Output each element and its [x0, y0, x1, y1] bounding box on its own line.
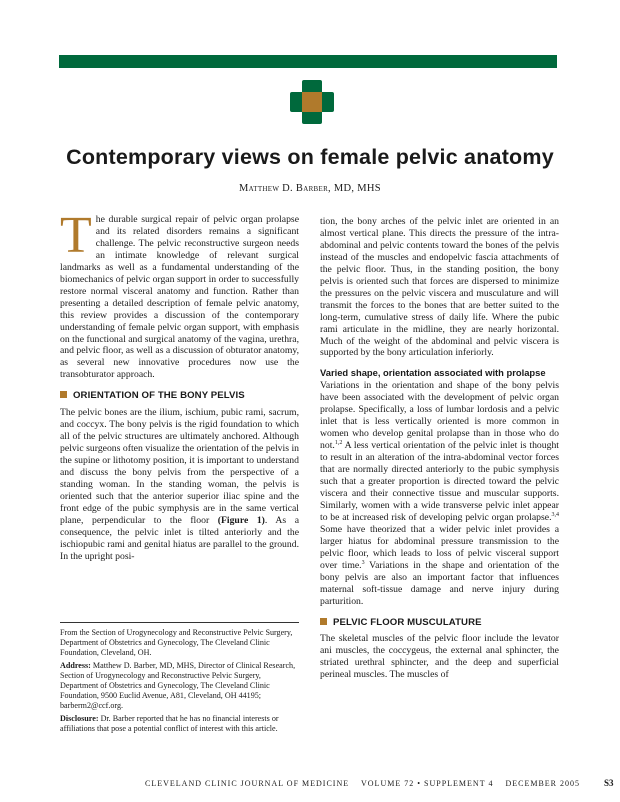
affiliation-note: From the Section of Urogynecology and Reconstructive Pelvic Surgery, Department of Obstetrics and Gynecology, The Cleveland Clinic Foundation, Cleveland, OH. — [60, 628, 293, 657]
reference-superscript: 3,4 — [551, 511, 559, 518]
header-color-bar — [59, 55, 557, 68]
address-note: Address: Matthew D. Barber, MD, MHS, Director of Clinical Research, Section of Urogynecology and Reconstructive Pelvic Surgery, Department of Obstetrics and Gynecology, The Cleveland Clinic Foundation, 9500 Euclid Avenue, A81, Cleveland, OH 44195; barberm2@ccf.org. — [60, 661, 296, 710]
left-column — [60, 207, 299, 563]
volume-info: VOLUME 72 • SUPPLEMENT 4 — [361, 779, 494, 788]
bony-pelvis-text-part2: . As a consequence, the pelvic inlet is tilted anteriorly and the ischiopubic rami and genital hiatus are parallel to the ground. In the upright posi- — [60, 514, 299, 562]
page-footer — [145, 778, 614, 788]
right-column — [320, 216, 559, 681]
logo-center — [302, 92, 322, 112]
logo-block — [302, 110, 322, 124]
section-heading-pelvic-floor: PELVIC FLOOR MUSCULATURE — [320, 617, 559, 629]
reference-superscript: 3 — [361, 559, 365, 566]
figure-1-reference[interactable]: (Figure 1) — [217, 514, 265, 526]
prolapse-paragraph: Variations in the orientation and shape of the bony pelvis have been associated with the development of pelvic organ prolapse. Specifically, a loss of lumbar lordosis and a pelvic inlet that is less vertically oriented is more common in women who develop genital prolapse than in those who do not.$^{1,2}$ A less vertical orientation of the pelvic inlet is thought to result in an alteration of the intra-abdominal vector forces that are normally directed anteriorly to the pubic symphysis such that a greater proportion is directed toward the pelvic viscera and their connective tissue and muscular supports. Similarly, women with a wide transverse pelvic inlet appear to be at increased risk of developing pelvic organ prolapse.$^{3,4}$ Some have theorized that a wider pelvic inlet provides a larger hiatus for abdominal pressure transmission to the pelvic floor, which leads to loss of pelvic visceral support over time.$^3$ Variations in the shape and orientation of the bony pelvis are also an important factor that influences maternal soft-tissue damage and nerve injury during parturition. — [320, 380, 559, 607]
subsection-heading-prolapse: Varied shape, orientation associated with prolapse — [320, 367, 546, 379]
issue-date: DECEMBER 2005 — [505, 779, 580, 788]
pelvic-floor-paragraph: The skeletal muscles of the pelvic floor include the levator ani muscles, the coccygeus, the external anal sphincter, the striated urethral sphincter, and the deep and superficial perineal muscles. The muscles of — [320, 633, 559, 681]
article-title: Contemporary views on female pelvic anatomy — [66, 145, 554, 169]
logo-block — [302, 80, 322, 94]
drop-cap: T — [60, 207, 92, 264]
journal-name: CLEVELAND CLINIC JOURNAL OF MEDICINE — [145, 779, 350, 788]
disclosure-note: Disclosure: Dr. Barber reported that he has no financial interests or affiliations that pose a potential conflict of interest with this article. — [60, 714, 279, 734]
logo-block — [320, 92, 334, 112]
bony-pelvis-paragraph-continued: tion, the bony arches of the pelvic inlet are oriented in an almost vertical plane. This directs the pressure of the intra-abdominal and pelvic contents toward the bones of the pelvis instead of the muscles and endopelvic fascia attachments of the pelvic floor. Thus, in the standing position, the bony pelvis is oriented such that forces are dispersed to minimize the pressures on the pelvic viscera and musculature and will transmit the forces to the bones that are better suited to the long-term, cumulative stress of daily life. Where the pubic rami articulate in the midline, they are nearly horizontal. Much of the weight of the abdominal and pelvic viscera is supported by the bony articulation inferiorly. — [320, 216, 559, 359]
logo-block — [290, 92, 304, 112]
intro-text: he durable surgical repair of pelvic organ prolapse and its related disorders remains a significant challenge. The pelvic reconstructive surgeon needs an intimate knowledge of relevant surgical landmarks as well as a fundamental understanding of the biomechanics of pelvic organ support in order to successfully restore normal visceral anatomy and function. Rather than presenting a detailed description of female pelvic anatomy, this review provides a discussion of the contemporary understanding of female pelvic organ support, with emphasis on the functional and surgical anatomy of the vagina, urethra, and pelvic floor, as well as a discussion of obturator anatomy, as several new innovative procedures now use the transobturator approach. — [60, 214, 299, 381]
section-bullet-icon — [60, 391, 67, 398]
reference-superscript: 1,2 — [334, 439, 343, 446]
article-author: Matthew D. Barber, MD, MHS — [239, 183, 381, 194]
intro-paragraph — [60, 207, 299, 381]
bony-pelvis-paragraph — [60, 407, 299, 562]
page-number: S3 — [604, 778, 614, 788]
section-heading-bony-pelvis: ORIENTATION OF THE BONY PELVIS — [60, 390, 299, 402]
cleveland-clinic-logo-icon — [290, 80, 334, 124]
footnotes — [60, 622, 299, 738]
bony-pelvis-text-part1: The pelvic bones are the ilium, ischium, pubic rami, sacrum, and coccyx. The bony pelvis is the rigid foundation to which all of the pelvic structures are ultimately anchored. Although pelvic surgeons often visualize the orientation of the pelvis in the supine or lithotomy position, it is important to understand and discuss the bony pelvis from the perspective of a standing woman. In the standing woman, the pelvis is oriented such that the anterior superior iliac spine and the front edge of the pubic symphysis are in the same vertical plane, perpendicular to the floor — [60, 407, 299, 526]
section-bullet-icon — [320, 618, 327, 625]
